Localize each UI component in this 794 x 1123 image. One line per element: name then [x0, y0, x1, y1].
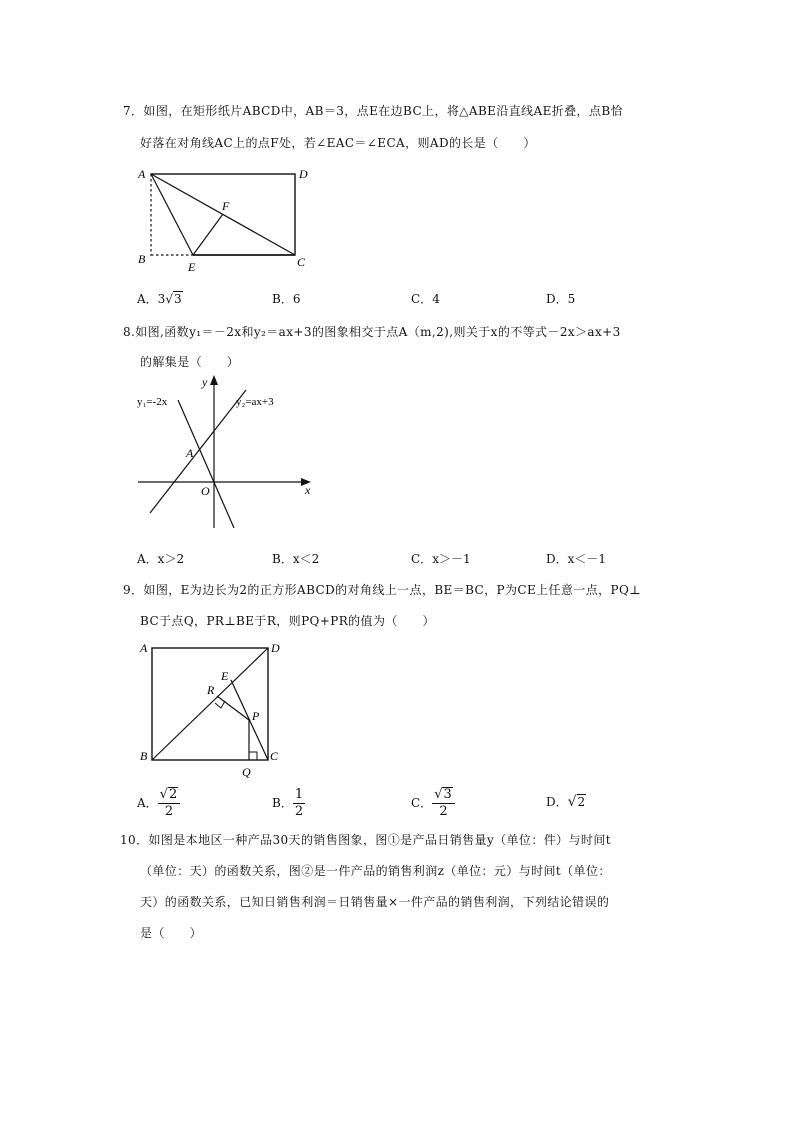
- q9-option-c-prefix: C．: [411, 796, 433, 810]
- label-d: D: [271, 641, 280, 655]
- q9-option-b[interactable]: [272, 786, 305, 820]
- q7-option-c-text: 4: [432, 292, 440, 306]
- line-y2: [150, 390, 246, 513]
- q8-option-c-prefix: C．: [411, 552, 433, 566]
- q7-option-c-prefix: C．: [411, 292, 433, 306]
- q8-option-d-prefix: D．: [546, 552, 568, 566]
- sqrt-icon: √: [434, 787, 443, 802]
- q8-option-c-text: x＞－1: [432, 552, 471, 566]
- segment-ef: [193, 214, 223, 255]
- label-d: D: [299, 167, 308, 181]
- q9-option-c-fraction: [432, 787, 455, 820]
- q8-figure: [130, 370, 330, 535]
- label-e: E: [221, 669, 229, 683]
- label-e: E: [188, 260, 196, 274]
- q10-text-line1: 10．如图是本地区一种产品30天的销售图象，图①是产品日销售量y（单位：件）与时间t: [120, 833, 611, 847]
- q10-text-line4: 是（ ）: [140, 926, 203, 940]
- diagonal-bd: [152, 648, 268, 760]
- q7-option-a-prefix: A．: [137, 292, 158, 306]
- q8-option-c[interactable]: [411, 551, 471, 567]
- q7-option-b-text: 6: [292, 292, 301, 306]
- label-b: B: [140, 749, 148, 763]
- q9-option-d-radicand: 2: [577, 795, 586, 809]
- q9-option-b-num: 1: [294, 787, 304, 802]
- label-q: Q: [242, 765, 251, 779]
- q9-text-line1: 9．如图，E为边长为2的正方形ABCD的对角线上一点，BE＝BC，P为CE上任意一点，PQ⊥: [123, 583, 641, 597]
- label-c: C: [297, 255, 306, 269]
- sqrt-icon: √: [159, 787, 168, 802]
- q9-option-b-fraction: [293, 787, 305, 820]
- label-y1: y₁=-2x: [137, 396, 168, 408]
- sqrt-icon: √: [567, 794, 577, 810]
- sqrt-icon: √: [165, 292, 173, 306]
- q8-option-b[interactable]: [272, 551, 319, 567]
- q9-option-d[interactable]: [546, 794, 586, 810]
- q7-option-d-text: 5: [567, 292, 576, 306]
- q7-option-a-radicand: 3: [173, 292, 182, 306]
- right-angle-q-icon: [249, 752, 257, 760]
- label-origin: O: [201, 484, 210, 498]
- label-c: C: [270, 749, 279, 763]
- q9-option-a-radicand: 2: [168, 787, 178, 802]
- label-a: A: [186, 446, 194, 460]
- q8-option-b-text: x＜2: [292, 552, 320, 566]
- q8-option-a[interactable]: [137, 551, 184, 567]
- label-b: B: [138, 252, 146, 266]
- q8-option-a-prefix: A．: [137, 552, 158, 566]
- q8-option-a-text: x＞2: [157, 552, 185, 566]
- q7-option-a[interactable]: [137, 291, 183, 307]
- label-f: F: [222, 199, 230, 213]
- q7-option-b-prefix: B．: [272, 292, 293, 306]
- label-p: P: [252, 709, 260, 723]
- q9-option-c[interactable]: [411, 786, 455, 820]
- q8-option-b-prefix: B．: [272, 552, 293, 566]
- q7-option-b[interactable]: [272, 291, 300, 307]
- q8-text-line2: 的解集是（ ）: [140, 355, 240, 369]
- right-angle-r-icon: [215, 701, 225, 708]
- q10-text-line3: 天）的函数关系，已知日销售利润＝日销售量×一件产品的销售利润，下列结论错误的: [140, 895, 610, 909]
- q9-text-line2: BC于点Q，PR⊥BE于R，则PQ+PR的值为（ ）: [140, 614, 435, 628]
- q9-figure: [130, 636, 290, 781]
- q7-option-a-coef: 3: [157, 292, 166, 306]
- label-y-axis: y: [202, 375, 208, 389]
- q9-option-c-den: 2: [439, 804, 448, 819]
- q7-option-d-prefix: D．: [546, 292, 568, 306]
- q9-option-a-prefix: A．: [137, 796, 158, 810]
- q9-option-b-prefix: B．: [272, 796, 293, 810]
- label-a: A: [138, 167, 146, 181]
- y-axis-arrow-icon: [210, 375, 218, 385]
- q10-text-line2: （单位：天）的函数关系，图②是一件产品的销售利润z（单位：元）与时间t（单位：: [140, 864, 611, 878]
- q8-option-d[interactable]: [546, 551, 606, 567]
- q7-option-c[interactable]: [411, 291, 440, 307]
- q7-figure: [130, 160, 320, 280]
- q8-option-d-text: x＜－1: [567, 552, 607, 566]
- q8-text-line1: 8.如图,函数y₁＝－2x和y₂＝ax+3的图象相交于点A（m,2),则关于x的不等式－2x＞ax+3: [123, 325, 621, 339]
- label-y2: y₂=ax+3: [236, 396, 274, 408]
- q7-option-d[interactable]: [546, 291, 575, 307]
- q7-text-line2: 好落在对角线AC上的点F处，若∠EAC＝∠ECA，则AD的长是（ ）: [140, 136, 536, 150]
- label-x-axis: x: [305, 483, 311, 497]
- q7-text-line1: 7．如图，在矩形纸片ABCD中，AB＝3，点E在边BC上，将△ABE沿直线AE折叠，点B恰: [123, 104, 623, 118]
- q9-option-a-den: 2: [164, 804, 174, 819]
- q9-option-a[interactable]: [137, 786, 180, 820]
- q9-option-a-fraction: [158, 787, 181, 820]
- q9-option-c-radicand: 3: [443, 787, 452, 802]
- label-a: A: [140, 641, 148, 655]
- q9-option-b-den: 2: [294, 804, 304, 819]
- label-r: R: [207, 683, 215, 697]
- line-y1: [178, 400, 234, 528]
- q9-option-d-prefix: D．: [546, 795, 568, 809]
